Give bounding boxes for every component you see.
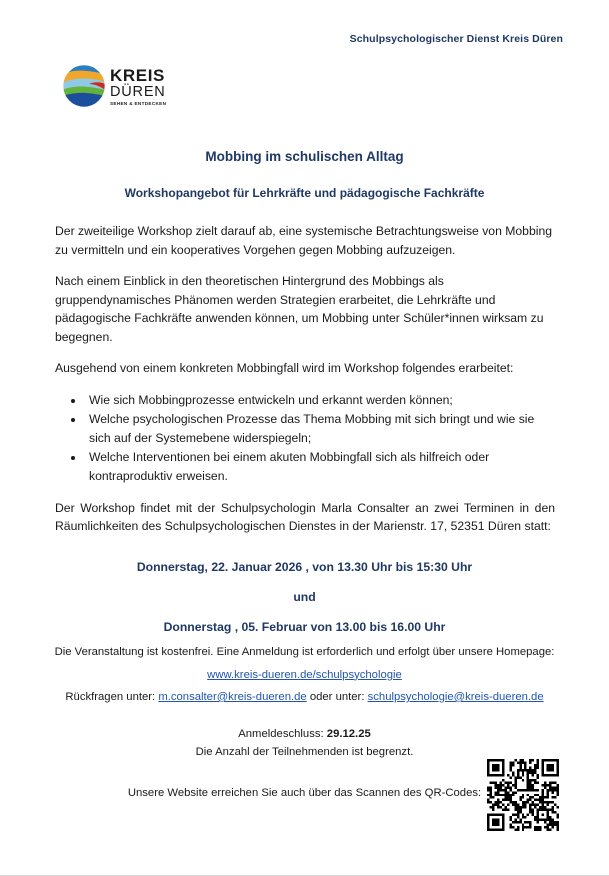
workshop-topics-list — [55, 391, 555, 486]
email-link-schulpsychologie[interactable]: schulpsychologie@kreis-dueren.de — [367, 691, 544, 703]
participant-limit-note: Die Anzahl der Teilnehmenden ist begrenzt. — [195, 746, 414, 759]
kreis-dueren-globe-icon — [62, 64, 106, 108]
deadline-row — [0, 725, 609, 743]
list-item: • Welche psychologischen Prozesse das Thema Mobbing mit sich bringt und wie sie sich auf der Systemebene widerspiegeln; — [85, 410, 555, 447]
contact-row — [0, 689, 609, 707]
email-link-consalter[interactable]: m.consalter@kreis-dueren.de — [158, 691, 307, 703]
homepage-link[interactable]: www.kreis-dueren.de/schulpsychologie — [207, 668, 402, 681]
logo-claim: SEHEN & ENTDECKEN — [110, 101, 167, 106]
kreis-dueren-logo — [62, 64, 174, 112]
date-first: Donnerstag, 22. Januar 2026 , von 13.30 Uhr bis 15:30 Uhr — [136, 560, 473, 574]
qr-caption: Unsere Website erreichen Sie auch über das Scannen des QR-Codes: — [127, 787, 482, 799]
date-second: Donnerstag , 05. Februar von 13.00 bis 16.00 Uhr — [163, 620, 446, 634]
deadline-date: 29.12.25 — [326, 728, 371, 740]
workshop-dates — [0, 560, 609, 634]
date-conjunction: und — [293, 590, 316, 604]
deadline-label: Anmeldeschluss: — [238, 728, 327, 740]
list-item: • Welche Interventionen bei einem akuten Mobbingfall sich als hilfreich oder kontraproduktiv erweisen. — [85, 448, 555, 485]
body-content — [55, 222, 555, 549]
cost-and-registration-note: Die Veranstaltung ist kostenfrei. Eine Anmeldung ist erforderlich und erfolgt über unsere Homepage: — [54, 646, 555, 658]
paragraph-intro: Der zweiteilige Workshop zielt darauf ab, eine systemische Betrachtungsweise von Mobbing zu vermitteln und ein kooperatives Vorgehen gegen Mobbing aufzuzeigen. — [55, 224, 553, 257]
list-item: • Wie sich Mobbingprozesse entwickeln und erkannt werden können; — [85, 391, 555, 410]
logo-name-bottom: DÜREN — [110, 84, 166, 100]
qr-code-image — [487, 759, 559, 831]
page-title: Mobbing im schulischen Alltag — [205, 149, 404, 164]
homepage-row — [0, 667, 609, 685]
registration-info — [0, 644, 609, 712]
registration-deadline — [0, 725, 609, 761]
logo-wordmark — [110, 67, 166, 107]
department-header: Schulpsychologischer Dienst Kreis Düren — [349, 33, 563, 45]
page-subtitle: Workshopangebot für Lehrkräfte und pädagogische Fachkräfte — [124, 186, 485, 200]
paragraph-venue: Der Workshop findet mit der Schulpsychologin Marla Consalter an zwei Terminen in den Räumlichkeiten des Schulpsychologischen Dienstes in der Marienstr. 17, 52351 Düren statt: — [55, 500, 555, 534]
contact-prefix-label: Rückfragen unter: — [65, 691, 159, 703]
paragraph-background: Nach einem Einblick in den theoretischen Hintergrund des Mobbings als gruppendynamisches Phänomen werden Strategien erarbeitet, die Lehrkräfte und pädagogische Fachkräfte anwenden können, um Mobbing unter Schüler*innen wirksam zu begegnen. — [55, 274, 544, 344]
contact-middle-label: oder unter: — [306, 691, 368, 703]
paragraph-lead-in: Ausgehend von einem konkreten Mobbingfall wird im Workshop folgendes erarbeitet: — [55, 361, 514, 376]
logo-name-top: KREIS — [110, 66, 165, 85]
